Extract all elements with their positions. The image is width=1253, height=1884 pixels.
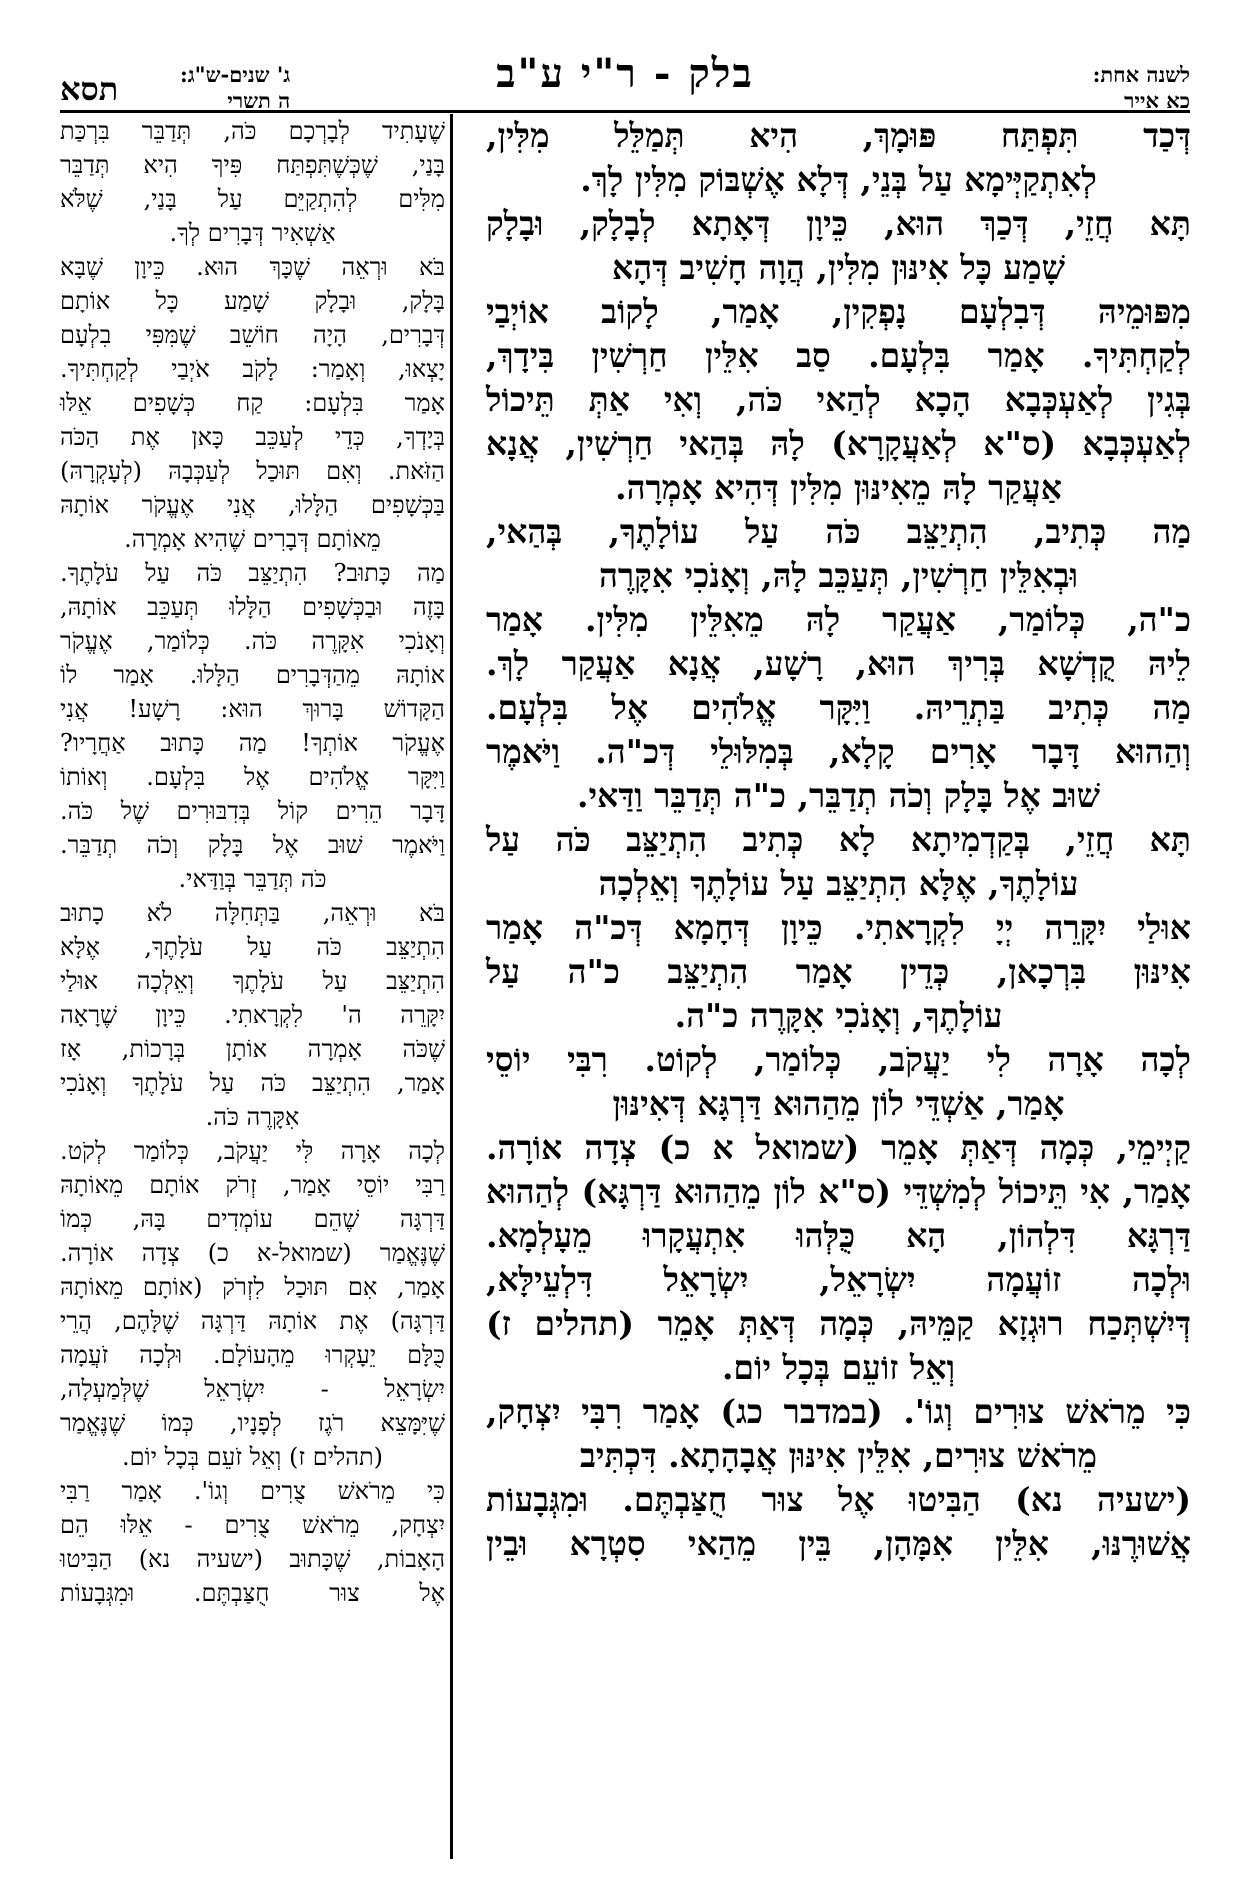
text-line: דְּכַד תִּפְתַּח פּוּמָךְ, הִיא תְּמַלֵּל מִלִּין,: [486, 116, 1191, 155]
text-line: וְהַהוּא דָּבָר אָרִים קָלָא, בְּמִלּוּלֵי דְּכ"ה. וַיֹּאמֶר: [486, 732, 1191, 771]
text-line: יִשְׂרָאֵל - יִשְׂרָאֵל שֶׁלְּמַעְלָה,: [60, 1375, 445, 1403]
text-line: קַיְימֵי, כְּמָה דְּאַתְּ אָמֵר (שמואל א כ) צְדָה אוֹרָה.: [486, 1128, 1191, 1167]
text-line: אָמַר, אִם תּוּכַל לִזְרֹק (אוֹתָם מֵאוֹתָהּ: [60, 1273, 445, 1301]
schedule-date-three-years: ה תשרי: [227, 88, 291, 113]
text-line: אָמַר, הִתְיַצֵּב כֹּה עַל עֹלָתֶךָ וְאָנֹכִי: [60, 1069, 445, 1097]
text-line: שֶׁנֶּאֱמַר (שמואל-א כ) צְדָה אוֹרָה.: [60, 1239, 445, 1267]
text-line: דְּיִשְׁתְּכַח רוּגְזָא קַמֵּיהּ, כְּמָה דְּאַתְּ אָמֵר (תהלים ז): [486, 1304, 1191, 1343]
text-line: לֵיהּ קֻדְשָׁא בְּרִיךְ הוּא, רָשָׁע, אֲנָא אַעֲקַר לָךְ.: [486, 644, 1191, 683]
schedule-label-one-year: לשנה אחת:: [1092, 62, 1190, 87]
text-line: אָמַר בִּלְעָם: קַח כְּשָׁפִים אֵלּוּ: [60, 389, 445, 417]
text-line: וּלְכָה זוֹעֲמָה יִשְׂרָאֵל, יִשְׂרָאֵל דִּלְעֵילָּא,: [486, 1260, 1191, 1299]
text-line: בְּגִין לְאַעְכְּבָא הָכָא לְהַאי כֹּה, וְאִי אַתְּ תֵּיכוֹל: [486, 380, 1191, 419]
text-line: הַקָּדוֹשׁ בָּרוּךְ הוּא: רָשָׁע! אֲנִי: [60, 695, 445, 723]
text-line: וְאֵל זוֹעֵם בְּכָל יוֹם.: [721, 1348, 956, 1387]
text-line: כֻּלָּם יֵעָקְרוּ מֵהָעוֹלָם. וּלְכָה זֹעֲמָה: [60, 1341, 445, 1369]
text-line: מַה כְּתִיב בַּתְרֵיהּ. וַיִּקָּר אֱלֹהִים אֶל בִּלְעָם.: [486, 688, 1191, 727]
text-line: בָּנַי, שֶׁכְּשֶׁתִּפְתַּח פִּיךָ הִיא תְּדַבֵּר: [60, 151, 445, 179]
text-line: עוֹלָתֶךָ, אֶלָּא הִתְיַצֵּב עַל עוֹלָתֶךָ וְאֵלְכָה: [598, 864, 1079, 903]
column-divider: [450, 114, 453, 1859]
page-number: תסא: [60, 70, 119, 108]
text-line: וּבְאִלֵּין חַרְשִׁין, תְּעַכֵּב לָהּ, וְאָנֹכִי אִקָּרֶה: [598, 556, 1079, 595]
text-line: תָּא חֲזֵי, בְּקַדְמִיתָא לָא כְּתִיב הִתְיַצֵּב כֹּה עַל: [486, 820, 1191, 859]
text-line: אֶעֱקֹר אוֹתְךָ! מַה כָּתוּב אַחֲרָיו?: [60, 729, 445, 757]
text-line: אֶל צוּר חֻצַּבְתֶּם. וּמִגְּבָעוֹת: [60, 1579, 445, 1607]
schedule-date-one-year: כא אייר: [1124, 88, 1190, 113]
text-line: כֹּה תְּדַבֵּר בְּוַדַּאי.: [178, 865, 327, 893]
text-line: כ"ה, כְּלוֹמַר, אַעֲקַר לָהּ מֵאִלֵּין מִלִּין. אָמַר: [486, 600, 1191, 639]
text-line: דַּרְגָּה שֶׁהֵם עוֹמְדִים בָּהּ, כְּמוֹ: [60, 1205, 445, 1233]
text-line: שָׁמַע כָּל אִינּוּן מִלִּין, הֲוָה חָשִׁיב דְּהָא: [612, 248, 1065, 287]
text-line: שֶׁעָתִיד לְבָרְכָם כֹּה, תְּדַבֵּר בִּרְכַּת: [60, 117, 445, 145]
text-line: וַיִּקָּר אֱלֹהִים אֶל בִּלְעָם. וְאוֹתוֹ: [60, 763, 445, 791]
schedule-label-three-years: ג' שנים-ש"ג:: [180, 62, 291, 87]
text-line: לְכָה אָרָה לִּי יַעֲקֹב, כְּלוֹמַר לְקֹט.: [60, 1137, 445, 1165]
text-line: מִפּוּמֵיהּ דְּבִלְעָם נָפְקִין, אָמַר, לָקוֹב אוֹיְבַי: [486, 292, 1191, 331]
text-line: רַבִּי יוֹסֵי אָמַר, זְרֹק אוֹתָם מֵאוֹתָהּ: [60, 1171, 445, 1199]
text-line: לְקַחְתִּיךָ. אָמַר בִּלְעָם. סַב אִלֵּין חַרְשִׁין בִּידָךְ,: [486, 336, 1191, 375]
header-rule: [60, 110, 1190, 113]
text-line: בֹּא וּרְאֵה שֶׁכָּךְ הוּא. כֵּיוָן שֶׁבָּא: [60, 253, 445, 281]
daily-schedule-three-years: [180, 62, 290, 114]
text-line: תָּא חֲזֵי, דְּכַךְ הוּא, כֵּיוָן דְּאָתָא לְבָלָק, וּבָלָק: [486, 204, 1191, 243]
text-line: אַעֲקַר לָהּ מֵאִינּוּן מִלִּין דְּהִיא אָמְרָה.: [615, 468, 1062, 507]
text-line: בָּזֶה וּבַכְּשָׁפִים הַלָּלוּ תְּעַכֵּב אוֹתָהּ,: [60, 593, 445, 621]
text-line: דָּבָר הֵרִים קוֹל בְּדִבּוּרִים שֶׁל כֹּה.: [60, 797, 445, 825]
page-header: [60, 48, 1190, 113]
text-line: כִּי מֵרֹאשׁ צוּרִים וְגוֹ'. (במדבר כג) אָמַר רִבִּי יִצְחָק,: [486, 1392, 1191, 1431]
text-line: מַה כְּתִיב, הִתְיַצֵּב כֹּה עַל עוֹלָתֶךָ, בְּהַאי,: [486, 512, 1191, 551]
text-line: לְאַעְכְּבָא (ס"א לְאַעֲקָרָא) לָהּ בְּהַאי חַרְשִׁין, אֲנָא: [486, 424, 1191, 463]
text-line: שֶׁיִּמָּצֵא רֹגֶז לְפָנָיו, כְּמוֹ שֶׁנֶּאֱמַר: [60, 1409, 445, 1437]
text-line: מֵאוֹתָם דְּבָרִים שֶׁהִיא אָמְרָה.: [124, 525, 381, 553]
text-line: בָּלָק, וּבָלָק שָׁמַע כָּל אוֹתָם: [60, 287, 445, 315]
text-line: אִינּוּן בִּרְכָאן, כְּדֵין אָמַר הִתְיַצֵּב כ"ה עַל: [486, 952, 1191, 991]
text-line: (ישעיה נא) הַבִּיטוּ אֶל צוּר חֻצַּבְתֶּם. וּמִגְּבָעוֹת: [486, 1480, 1191, 1519]
text-line: עוֹלָתֶךָ, וְאָנֹכִי אִקָּרֶה כ"ה.: [674, 996, 1003, 1035]
text-line: אֲשׁוּרֶנּוּ, אִלֵּין אִמָּהָן, בֵּין מֵהַאי סִטְרָא וּבֵין: [486, 1524, 1191, 1563]
text-line: (תהלים ז) וְאֵל זֹעֵם בְּכָל יוֹם.: [121, 1443, 384, 1471]
text-line: אִקָּרֶה כֹּה.: [205, 1103, 300, 1131]
text-line: אוּלַי יִקָּרֵה יְיָ לִקְרָאתִי. כֵּיוָן דְּחָמָא דְּכ"ה אָמַר: [486, 908, 1191, 947]
page-title: בלק - ר"י ע"ב: [496, 50, 754, 97]
text-line: יִצְחָק, מֵרֹאשׁ צֻרִים - אֵלּוּ הֵם: [60, 1511, 445, 1539]
text-line: בַּכְּשָׁפִים הַלָּלוּ, אֲנִי אֶעֱקֹר אוֹתָהּ: [60, 491, 445, 519]
text-line: הַזֹּאת. וְאִם תּוּכַל לְעַכְּבָהּ (לְעָקְרָהּ): [60, 457, 445, 485]
text-line: אַשְׁאִיר דְּבָרִים לְךָ.: [169, 219, 336, 247]
text-line: הָאָבוֹת, שֶׁכָּתוּב (ישעיה נא) הַבִּיטוּ: [60, 1545, 445, 1573]
text-line: דְּבָרִים, הָיָה חוֹשֵׁב שֶׁמִּפִּי בִלְעָם: [60, 321, 445, 349]
text-line: יָצְאוּ, וְאָמַר: לָקֹב אֹיְבַי לְקַחְתִּיךָ.: [60, 355, 445, 383]
text-line: בְּיָדְךָ, כְּדֵי לְעַכֵּב כָּאן אֶת הַכֹּה: [60, 423, 445, 451]
text-line: כִּי מֵרֹאשׁ צֻרִים וְגוֹ'. אָמַר רַבִּי: [60, 1477, 445, 1505]
text-line: דַּרְגָּה) אֶת אוֹתָהּ דַּרְגָּה שֶׁלָּהֶם, הֲרֵי: [60, 1307, 445, 1335]
text-line: הִתְיַצֵּב עַל עֹלָתֶךָ וְאֵלְכָה אוּלַי: [60, 967, 445, 995]
text-line: הִתְיַצֵּב כֹּה עַל עֹלָתֶךָ, אֶלָּא: [60, 933, 445, 961]
hebrew-translation-column: [60, 114, 445, 1610]
text-line: וְאָנֹכִי אִקָּרֶה כֹּה. כְּלוֹמַר, אֶעֱקֹר: [60, 627, 445, 655]
text-line: לְכָה אָרָה לִי יַעֲקֹב, כְּלוֹמַר, לְקוֹט. רִבִּי יוֹסֵי: [486, 1040, 1191, 1079]
text-line: יִקָּרֵה ה' לִקְרָאתִי. כֵּיוָן שֶׁרָאָה: [60, 1001, 445, 1029]
text-line: שׁוּב אֶל בָּלָק וְכֹה תְדַבֵּר, כ"ה תְּדַבֵּר וַדַּאי.: [577, 776, 1100, 815]
text-line: דַּרְגָּא דִּלְהוֹן, הָא כֻּלְּהוּ אִתְעֲקָרוּ מֵעָלְמָא.: [486, 1216, 1191, 1255]
text-line: מֵרֹאשׁ צוּרִים, אִלֵּין אִינּוּן אֲבָהָתָא. דִּכְתִּיב: [579, 1436, 1098, 1475]
text-line: אָמַר, אַשְׁדֵּי לוֹן מֵהַהוּא דַּרְגָּא דְּאִינּוּן: [612, 1084, 1065, 1123]
text-line: מַה כָּתוּב? הִתְיַצֵּב כֹּה עַל עֹלָתֶךָ.: [60, 559, 445, 587]
text-line: בֹּא וּרְאֵה, בַּתְּחִלָּה לֹא כָתוּב: [60, 899, 445, 927]
text-line: לְאִתְקַיְּימָא עַל בְּנֵי, דְּלָא אֶשְׁבּוֹק מִלִּין לָךְ.: [580, 160, 1097, 199]
text-line: וַיֹּאמֶר שׁוּב אֶל בָּלָק וְכֹה תְדַבֵּר.: [60, 831, 445, 859]
text-line: מִלִּים לְהִתְקַיֵּם עַל בָּנַי, שֶׁלֹּא: [60, 185, 445, 213]
text-line: אוֹתָהּ מֵהַדְּבָרִים הַלָּלוּ. אָמַר לוֹ: [60, 661, 445, 689]
aramaic-text-column: [486, 114, 1191, 1566]
text-line: אָמַר, אִי תֵּיכוֹל לְמִשְׁדֵּי (ס"א לוֹן מֵהַהוּא דַּרְגָּא) לְהַהוּא: [486, 1172, 1191, 1211]
text-line: שֶׁכֹּה אָמְרָה אוֹתָן בְּרָכוֹת, אָז: [60, 1035, 445, 1063]
